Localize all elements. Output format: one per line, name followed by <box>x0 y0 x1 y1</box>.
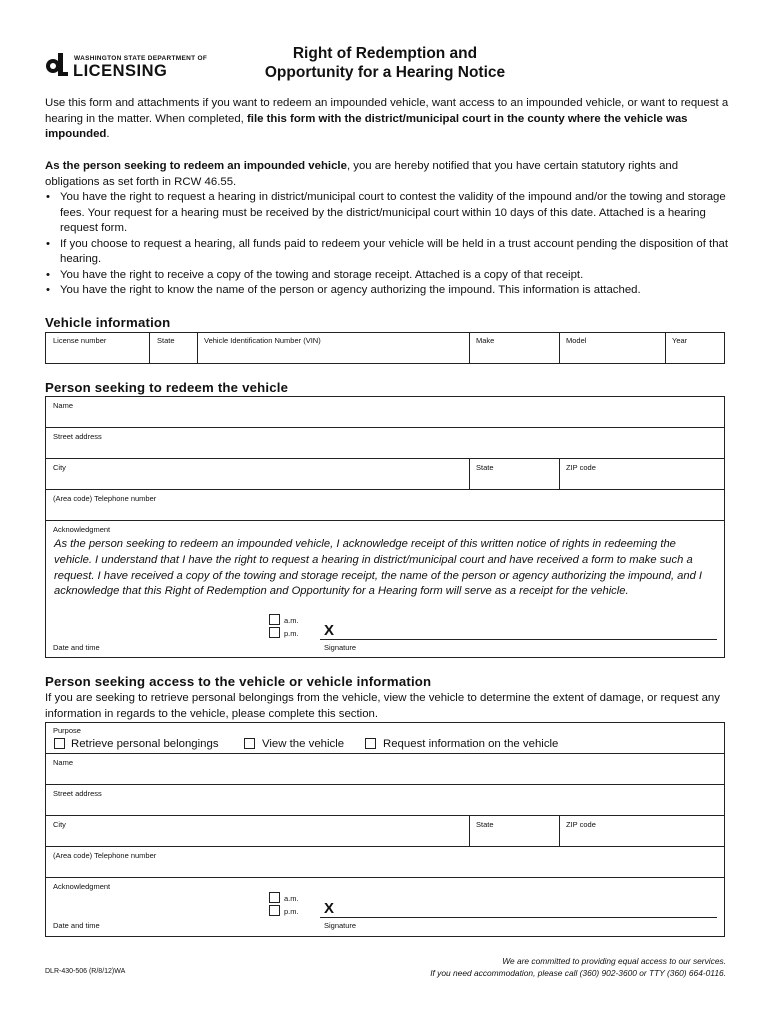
divider <box>45 427 725 428</box>
rights-item: • You have the right to request a hearing in district/municipal court to contest the validity of the impound and/or the towing and storage fees. Your request for a hearing must be received by the district/municipal court within 10 days of this date. Attached is a hearing request form. <box>45 190 735 237</box>
divider <box>45 458 725 459</box>
rights-item: • If you choose to request a hearing, all funds paid to redeem your vehicle will be held in a trust account pending the disposition of that hearing. <box>45 237 735 268</box>
license-number-field[interactable]: License number <box>53 336 107 345</box>
access-pm-checkbox[interactable] <box>269 905 280 916</box>
notice-paragraph <box>45 159 735 190</box>
redeem-pm-label: p.m. <box>284 629 299 638</box>
rights-item: • You have the right to receive a copy of the towing and storage receipt. Attached is a copy of that receipt. <box>45 268 735 284</box>
access-pm-label: p.m. <box>284 907 299 916</box>
redeem-city-field[interactable]: City <box>53 463 66 472</box>
redeem-section-heading: Person seeking to redeem the vehicle <box>45 380 289 395</box>
divider <box>45 877 725 878</box>
model-field[interactable]: Model <box>566 336 587 345</box>
make-field[interactable]: Make <box>476 336 495 345</box>
agency-name-top: WASHINGTON STATE DEPARTMENT OF <box>74 55 208 62</box>
view-vehicle-label: View the vehicle <box>262 738 345 750</box>
divider <box>45 753 725 754</box>
vin-field[interactable]: Vehicle Identification Number (VIN) <box>204 336 321 345</box>
accessibility-line-1: We are committed to providing equal access to our services. <box>502 956 726 966</box>
access-section-heading: Person seeking access to the vehicle or vehicle information <box>45 674 432 689</box>
divider <box>45 489 725 490</box>
view-vehicle-checkbox[interactable] <box>244 738 255 749</box>
divider <box>149 332 150 364</box>
agency-name-main: LICENSING <box>73 62 168 80</box>
request-info-label: Request information on the vehicle <box>383 738 559 750</box>
access-form-box <box>45 722 725 937</box>
redeem-signature-label: Signature <box>324 643 357 652</box>
access-name-field[interactable]: Name <box>53 758 74 767</box>
redeem-am-checkbox[interactable] <box>269 614 280 625</box>
divider <box>469 815 470 846</box>
retrieve-belongings-checkbox[interactable] <box>54 738 65 749</box>
access-city-field[interactable]: City <box>53 820 66 829</box>
retrieve-belongings-label: Retrieve personal belongings <box>71 738 219 750</box>
redeem-state-field[interactable]: State <box>476 463 494 472</box>
divider <box>45 815 725 816</box>
access-zip-field[interactable]: ZIP code <box>566 820 596 829</box>
redeem-signature-line[interactable] <box>320 639 717 640</box>
vehicle-section-heading: Vehicle information <box>45 315 171 330</box>
dol-logo-icon <box>44 53 68 77</box>
intro-end: . <box>106 128 110 140</box>
redeem-signature-x: X <box>324 622 335 639</box>
access-ack-label: Acknowledgment <box>53 882 111 891</box>
title-line-1: Right of Redemption and <box>292 45 478 62</box>
divider <box>197 332 198 364</box>
intro-bold: file this form with the district/municipal court in the county where the vehicle was impounded <box>45 112 688 140</box>
redeem-ack-label: Acknowledgment <box>53 525 111 534</box>
redeem-phone-field[interactable]: (Area code) Telephone number <box>53 494 157 503</box>
form-title <box>225 44 545 82</box>
divider <box>469 458 470 489</box>
notice-bold: As the person seeking to redeem an impounded vehicle <box>45 160 347 172</box>
redeem-zip-field[interactable]: ZIP code <box>566 463 596 472</box>
rights-item: • You have the right to know the name of the person or agency authorizing the impound. This information is attached. <box>45 283 735 299</box>
access-signature-x: X <box>324 900 335 917</box>
form-id: DLR-430-506 (R/8/12)WA <box>45 968 126 975</box>
divider <box>559 815 560 846</box>
divider <box>559 332 560 364</box>
vehicle-state-field[interactable]: State <box>157 336 175 345</box>
access-date-time-field[interactable]: Date and time <box>53 921 100 930</box>
access-phone-field[interactable]: (Area code) Telephone number <box>53 851 157 860</box>
vehicle-info-table <box>45 332 725 364</box>
title-line-2: Opportunity for a Hearing Notice <box>264 64 506 81</box>
access-description: If you are seeking to retrieve personal belongings from the vehicle, view the vehicle to determine the extent of damage, or request any information in regards to the vehicle, please complete this section. <box>45 692 720 720</box>
intro-paragraph <box>45 96 735 143</box>
access-signature-line[interactable] <box>320 917 717 918</box>
redeem-street-field[interactable]: Street address <box>53 432 102 441</box>
access-am-checkbox[interactable] <box>269 892 280 903</box>
divider <box>45 520 725 521</box>
redeem-pm-checkbox[interactable] <box>269 627 280 638</box>
notice-text: , you are hereby notified that you have certain statutory rights and obligations as set forth in RCW 46.55. <box>45 160 679 188</box>
rights-list <box>45 190 735 299</box>
access-street-field[interactable]: Street address <box>53 789 102 798</box>
access-state-field[interactable]: State <box>476 820 494 829</box>
accessibility-note <box>226 956 726 979</box>
divider <box>45 784 725 785</box>
intro-text: Use this form and attachments if you want to redeem an impounded vehicle, want access to an impounded vehicle, or want to request a hearing in the matter. When completed, <box>45 97 729 125</box>
purpose-label: Purpose <box>53 726 81 735</box>
year-field[interactable]: Year <box>672 336 688 345</box>
divider <box>45 846 725 847</box>
redeem-ack-text: As the person seeking to redeem an impounded vehicle, I acknowledge receipt of this written notice of rights in redeeming the vehicle. I understand that I have the right to request a hearing in district/municipal court and have received a form to make such a request. I have received a copy of the towing and storage receipt, the name of the person or agency authorizing the impound, and I acknowledge that this Right of Redemption and Opportunity for a Hearing form will serve as a receipt for the vehicle. <box>54 538 703 598</box>
redeem-am-label: a.m. <box>284 616 299 625</box>
accessibility-line-2: If you need accommodation, please call (360) 902-3600 or TTY (360) 664-0116. <box>430 967 726 978</box>
access-am-label: a.m. <box>284 894 299 903</box>
divider <box>559 458 560 489</box>
divider <box>665 332 666 364</box>
redeem-name-field[interactable]: Name <box>53 401 74 410</box>
divider <box>469 332 470 364</box>
access-signature-label: Signature <box>324 921 357 930</box>
redeem-date-time-field[interactable]: Date and time <box>53 643 100 652</box>
request-info-checkbox[interactable] <box>365 738 376 749</box>
redeem-form-box <box>45 396 725 658</box>
